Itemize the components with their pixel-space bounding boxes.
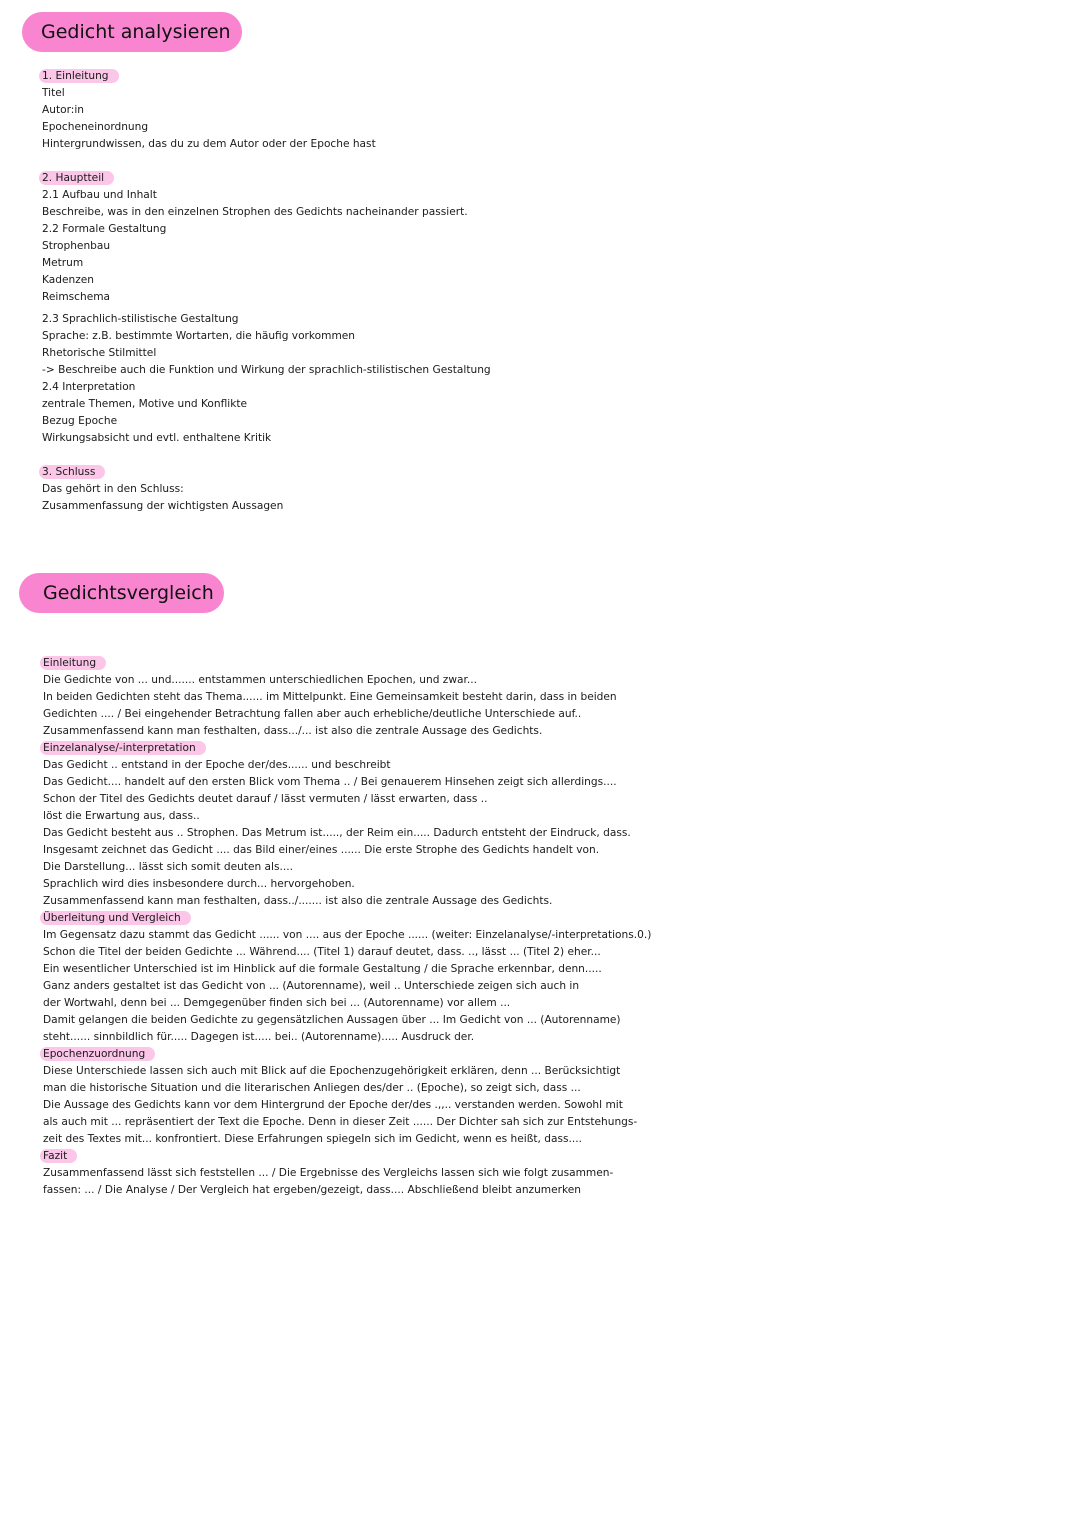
- text-line: 2.4 Interpretation: [42, 381, 136, 393]
- text-line: fassen: ... / Die Analyse / Der Vergleich hat ergeben/gezeigt, dass.... Abschließend bleibt anzumerken: [43, 1184, 581, 1196]
- text-line: Metrum: [42, 257, 84, 269]
- comparison-title: Gedichtsvergleich: [43, 582, 214, 604]
- comparison-single-heading: Einzelanalyse/-interpretation: [40, 741, 206, 755]
- text-line: Die Aussage des Gedichts kann vor dem Hintergrund der Epoche der/des .,,.. verstanden werden. Sowohl mit: [43, 1099, 623, 1111]
- text-line: Die Gedichte von ... und....... entstammen unterschiedlichen Epochen, und zwar...: [43, 674, 477, 686]
- text-line: Das Gedicht .. entstand in der Epoche der/des...... und beschreibt: [43, 759, 391, 771]
- text-line: 2.1 Aufbau und Inhalt: [42, 189, 157, 201]
- text-line: Titel: [42, 87, 65, 99]
- text-line: löst die Erwartung aus, dass..: [43, 810, 200, 822]
- page-title-comparison: [19, 573, 224, 613]
- text-line: Das Gedicht.... handelt auf den ersten Blick vom Thema .. / Bei genauerem Hinsehen zeigt sich allerdings....: [43, 776, 617, 788]
- text-line: Kadenzen: [42, 274, 95, 286]
- text-line: Sprache: z.B. bestimmte Wortarten, die häufig vorkommen: [42, 330, 356, 342]
- text-line: Sprachlich wird dies insbesondere durch... hervorgehoben.: [43, 878, 355, 890]
- text-line: Diese Unterschiede lassen sich auch mit Blick auf die Epochenzugehörigkeit erklären, denn ... Berücksichtigt: [43, 1065, 621, 1077]
- text-line: Insgesamt zeichnet das Gedicht .... das Bild einer/eines ...... Die erste Strophe des Gedichts handelt von.: [43, 844, 600, 856]
- text-line: Beschreibe, was in den einzelnen Strophen des Gedichts nacheinander passiert.: [42, 206, 468, 218]
- text-line: Zusammenfassend lässt sich feststellen ... / Die Ergebnisse des Vergleichs lassen sich wie folgt zusammen-: [43, 1167, 614, 1179]
- analysis-section: [42, 68, 491, 515]
- analysis-title: Gedicht analysieren: [41, 21, 231, 43]
- text-line: 2.3 Sprachlich-stilistische Gestaltung: [42, 313, 239, 325]
- text-line: steht...... sinnbildlich für..... Dagegen ist..... bei.. (Autorenname)..... Ausdruck der.: [43, 1031, 475, 1043]
- text-line: Das Gedicht besteht aus .. Strophen. Das Metrum ist....., der Reim ein..... Dadurch entsteht der Eindruck, dass.: [43, 827, 631, 839]
- analysis-conclusion-heading: 3. Schluss: [39, 465, 105, 479]
- text-line: Die Darstellung... lässt sich somit deuten als....: [43, 861, 293, 873]
- text-line: Schon der Titel des Gedichts deutet darauf / lässt vermuten / lässt erwarten, dass ..: [43, 793, 488, 805]
- text-line: zentrale Themen, Motive und Konflikte: [42, 398, 248, 410]
- text-line: Autor:in: [42, 104, 84, 116]
- text-line: 2.2 Formale Gestaltung: [42, 223, 167, 235]
- text-line: Epocheneinordnung: [42, 121, 149, 133]
- text-line: Hintergrundwissen, das du zu dem Autor oder der Epoche hast: [42, 138, 376, 150]
- page-title-analysis: [22, 12, 242, 52]
- text-line: der Wortwahl, denn bei ... Demgegenüber finden sich bei ... (Autorenname) vor allem ...: [43, 997, 511, 1009]
- text-line: Gedichten .... / Bei eingehender Betrachtung fallen aber auch erhebliche/deutliche Unterschiede auf..: [43, 708, 582, 720]
- text-line: Schon die Titel der beiden Gedichte ... Während.... (Titel 1) darauf deutet, dass. .., lässt ... (Titel 2) eher...: [43, 946, 601, 958]
- text-line: Ganz anders gestaltet ist das Gedicht von ... (Autorenname), weil .. Unterschiede zeigen sich auch in: [43, 980, 580, 992]
- text-line: Reimschema: [42, 291, 111, 303]
- text-line: Zusammenfassend kann man festhalten, dass../....... ist also die zentrale Aussage des Gedichts.: [43, 895, 553, 907]
- text-line: -> Beschreibe auch die Funktion und Wirkung der sprachlich-stilistischen Gestaltung: [42, 364, 491, 376]
- text-line: Das gehört in den Schluss:: [42, 483, 184, 495]
- text-line: zeit des Textes mit... konfrontiert. Diese Erfahrungen spiegeln sich im Gedicht, wenn es heißt, dass....: [43, 1133, 582, 1145]
- comparison-transition-heading: Überleitung und Vergleich: [40, 911, 191, 925]
- text-line: Wirkungsabsicht und evtl. enthaltene Kritik: [42, 432, 272, 444]
- analysis-intro-heading: 1. Einleitung: [39, 69, 119, 83]
- text-line: Rhetorische Stilmittel: [42, 347, 157, 359]
- comparison-section: [43, 655, 651, 1199]
- comparison-epoch-heading: Epochenzuordnung: [40, 1047, 155, 1061]
- text-line: als auch mit ... repräsentiert der Text die Epoche. Denn in dieser Zeit ...... Der Dichter sah sich zur Entstehungs-: [43, 1116, 638, 1128]
- text-line: Zusammenfassend kann man festhalten, dass.../... ist also die zentrale Aussage des Gedichts.: [43, 725, 543, 737]
- text-line: man die historische Situation und die literarischen Anliegen des/der .. (Epoche), so zeigt sich, dass ...: [43, 1082, 581, 1094]
- text-line: In beiden Gedichten steht das Thema...... im Mittelpunkt. Eine Gemeinsamkeit besteht darin, dass in beiden: [43, 691, 617, 703]
- comparison-conclusion-heading: Fazit: [40, 1149, 77, 1163]
- text-line: Ein wesentlicher Unterschied ist im Hinblick auf die formale Gestaltung / die Sprache erkennbar, denn.....: [43, 963, 602, 975]
- comparison-intro-heading: Einleitung: [40, 656, 106, 670]
- text-line: Damit gelangen die beiden Gedichte zu gegensätzlichen Aussagen über ... Im Gedicht von ... (Autorenname): [43, 1014, 621, 1026]
- analysis-main-heading: 2. Hauptteil: [39, 171, 114, 185]
- text-line: Zusammenfassung der wichtigsten Aussagen: [42, 500, 284, 512]
- text-line: Im Gegensatz dazu stammt das Gedicht ...... von .... aus der Epoche ...... (weiter: Einzelanalyse/-interpretations.0.): [43, 929, 652, 941]
- text-line: Strophenbau: [42, 240, 111, 252]
- text-line: Bezug Epoche: [42, 415, 118, 427]
